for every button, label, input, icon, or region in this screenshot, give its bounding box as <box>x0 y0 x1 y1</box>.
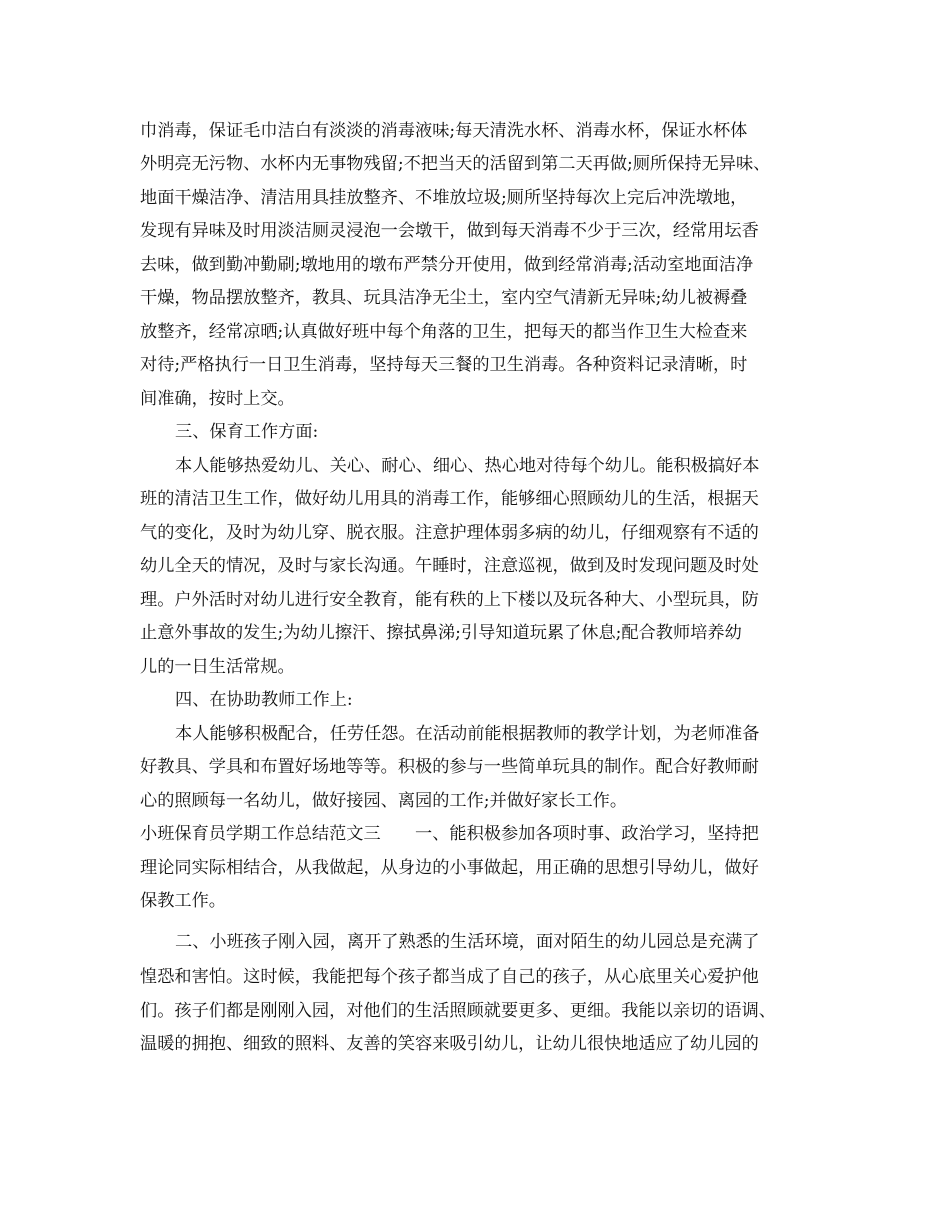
body-text-line: 温暖的拥抱、细致的照料、友善的笑容来吸引幼儿，让幼儿很快地适应了幼儿园的 <box>140 1034 759 1054</box>
body-text-line: 们。孩子们都是刚刚入园，对他们的生活照顾就要更多、更细。我能以亲切的语调、 <box>140 1001 776 1021</box>
body-text-line: 儿的一日生活常规。 <box>140 657 295 677</box>
body-text-line: 外明亮无污物、水杯内无事物残留;不把当天的活留到第二天再做;厕所保持无异味、 <box>140 154 771 174</box>
body-text-line: 好教具、学具和布置好场地等等。积极的参与一些简单玩具的制作。配合好教师耐 <box>140 757 759 777</box>
section-title-line: 小班保育员学期工作总结范文三 一、能积极参加各项时事、政治学习，坚持把 <box>140 824 759 844</box>
body-text-line: 幼儿全天的情况，及时与家长沟通。午睡时，注意巡视，做到及时发现问题及时处 <box>140 556 759 576</box>
body-text-line: 理论同实际相结合，从我做起，从身边的小事做起，用正确的思想引导幼儿，做好 <box>140 858 759 878</box>
body-text-line: 气的变化，及时为幼儿穿、脱衣服。注意护理体弱多病的幼儿，仔细观察有不适的 <box>140 523 759 543</box>
body-text-line: 理。户外活时对幼儿进行安全教育，能有秩的上下楼以及玩各种大、小型玩具，防 <box>140 590 759 610</box>
paragraph-first-line: 本人能够热爱幼儿、关心、耐心、细心、热心地对待每个幼儿。能积极搞好本 <box>175 456 760 476</box>
body-text-line: 巾消毒，保证毛巾洁白有淡淡的消毒液味;每天清洗水杯、消毒水杯，保证水杯体 <box>140 121 748 141</box>
body-text-line: 心的照顾每一名幼儿，做好接园、离园的工作;并做好家长工作。 <box>140 791 628 811</box>
body-text-line: 止意外事故的发生;为幼儿擦汗、擦拭鼻涕;引导知道玩累了休息;配合教师培养幼 <box>140 623 742 643</box>
body-text-line: 保教工作。 <box>140 891 226 911</box>
paragraph-first-line: 本人能够积极配合，任劳任怨。在活动前能根据教师的教学计划，为老师准备 <box>175 724 760 744</box>
body-text-line: 地面干燥洁净、清洁用具挂放整齐、不堆放垃圾;厕所坚持每次上完后冲洗墩地， <box>140 188 748 208</box>
body-text-line: 班的清洁卫生工作，做好幼儿用具的消毒工作，能够细心照顾幼儿的生活，根据天 <box>140 489 759 509</box>
body-text-line: 去味，做到勤冲勤刷;墩地用的墩布严禁分开使用，做到经常消毒;活动室地面洁净 <box>140 255 754 275</box>
body-text-line: 对待;严格执行一日卫生消毒，坚持每天三餐的卫生消毒。各种资料记录清晰，时 <box>140 355 748 375</box>
section-heading: 三、保育工作方面: <box>175 422 319 442</box>
paragraph-first-line: 二、小班孩子刚入园，离开了熟悉的生活环境，面对陌生的幼儿园总是充满了 <box>175 932 760 952</box>
body-text-line: 放整齐，经常凉晒;认真做好班中每个角落的卫生，把每天的都当作卫生大检查来 <box>140 322 748 342</box>
body-text-line: 干燥，物品摆放整齐，教具、玩具洁净无尘土，室内空气清新无异味;幼儿被褥叠 <box>140 288 748 308</box>
section-heading: 四、在协助教师工作上: <box>175 690 353 710</box>
body-text-line: 间准确，按时上交。 <box>140 389 295 409</box>
body-text-line: 发现有异味及时用淡洁厕灵浸泡一会墩干，做到每天消毒不少于三次，经常用坛香 <box>140 221 759 241</box>
body-text-line: 惶恐和害怕。这时候，我能把每个孩子都当成了自己的孩子，从心底里关心爱护他 <box>140 967 759 987</box>
